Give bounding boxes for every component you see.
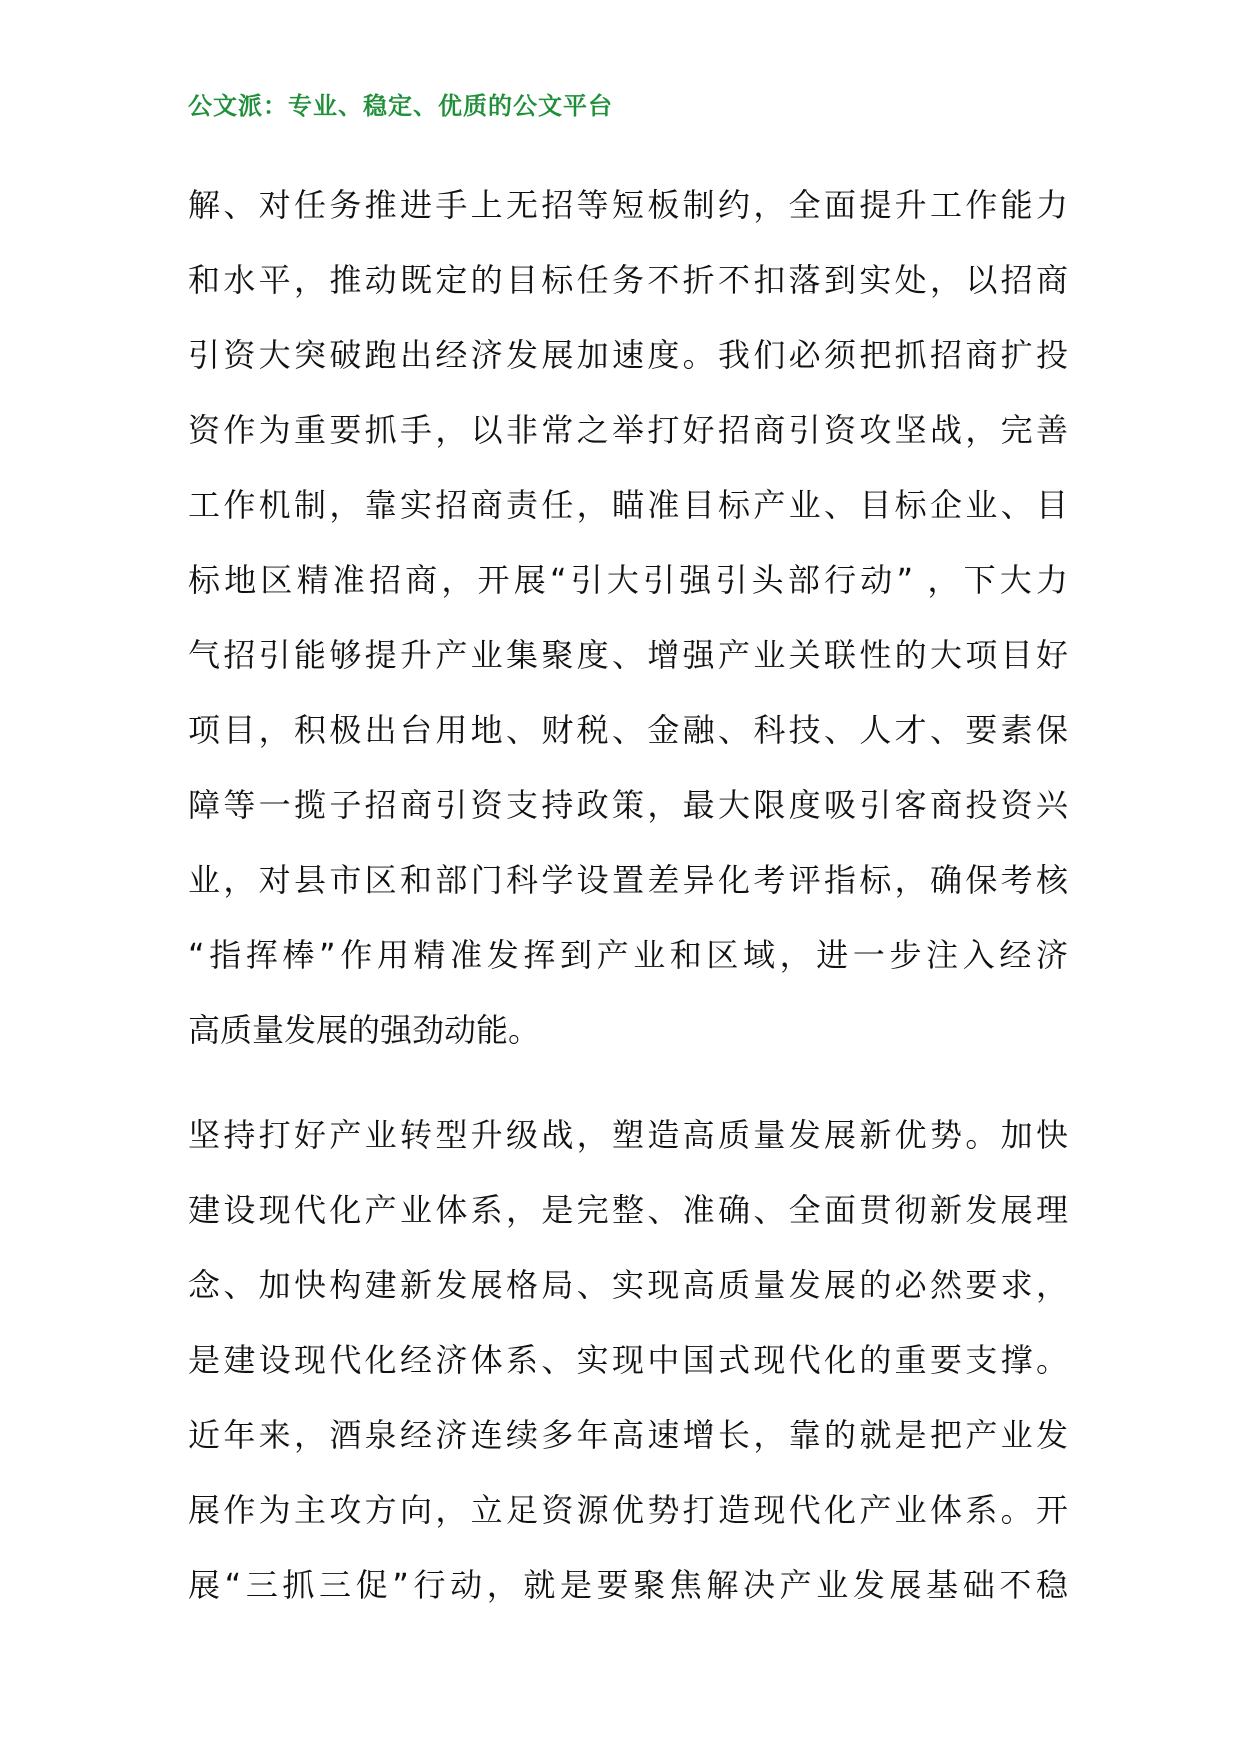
paragraph-2: [188, 1098, 1068, 1623]
text-line: 资作为重要抓手，以非常之举打好招商引资攻坚战，完善: [188, 411, 1068, 449]
document-body: [188, 168, 1068, 1623]
text-line: 气招引能够提升产业集聚度、增强产业关联性的大项目好: [188, 636, 1068, 674]
text-line: 展“三抓三促”行动，就是要聚焦解决产业发展基础不稳: [188, 1566, 1068, 1604]
text-line: 是建设现代化经济体系、实现中国式现代化的重要支撑。: [188, 1341, 1068, 1379]
text-line: 障等一揽子招商引资支持政策，最大限度吸引客商投资兴: [188, 786, 1068, 824]
text-line: 引资大突破跑出经济发展加速度。我们必须把抓招商扩投: [188, 336, 1068, 374]
text-line: 工作机制，靠实招商责任，瞄准目标产业、目标企业、目: [188, 486, 1068, 524]
text-line: 建设现代化产业体系，是完整、准确、全面贯彻新发展理: [188, 1191, 1068, 1229]
text-line: 念、加快构建新发展格局、实现高质量发展的必然要求，: [188, 1266, 1068, 1304]
text-line: 坚持打好产业转型升级战，塑造高质量发展新优势。加快: [188, 1116, 1068, 1154]
text-line: 高质量发展的强劲动能。: [188, 1011, 541, 1049]
page-header: 公文派：专业、稳定、优质的公文平台: [188, 92, 613, 120]
text-line: 展作为主攻方向，立足资源优势打造现代化产业体系。开: [188, 1491, 1068, 1529]
text-line: 解、对任务推进手上无招等短板制约，全面提升工作能力: [188, 186, 1068, 224]
text-line: 近年来，酒泉经济连续多年高速增长，靠的就是把产业发: [188, 1416, 1068, 1454]
text-line: 和水平，推动既定的目标任务不折不扣落到实处，以招商: [188, 261, 1068, 299]
text-line: 项目，积极出台用地、财税、金融、科技、人才、要素保: [188, 711, 1068, 749]
text-line: “指挥棒”作用精准发挥到产业和区域，进一步注入经济: [188, 936, 1068, 974]
text-line: 标地区精准招商，开展“引大引强引头部行动” ，下大力: [188, 561, 1068, 599]
paragraph-1: [188, 168, 1068, 1068]
text-line: 业，对县市区和部门科学设置差异化考评指标，确保考核: [188, 861, 1068, 899]
